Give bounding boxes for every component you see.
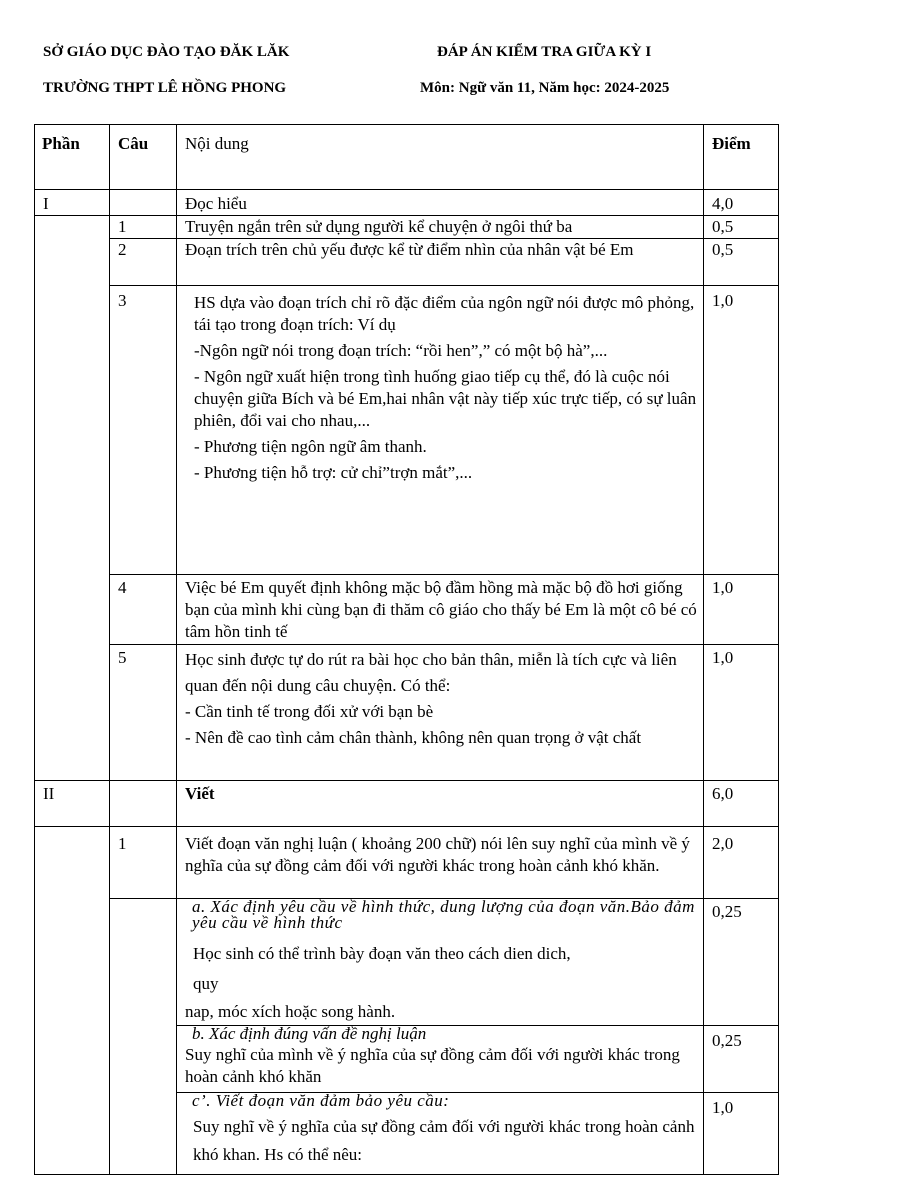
answer-paragraph: Học sinh được tự do rút ra bài học cho bản thân, miễn là tích cực và liên quan đến nội dung câu chuyện. Có thể: bbox=[185, 650, 677, 695]
answer-block bbox=[177, 899, 704, 1026]
table-row bbox=[35, 239, 779, 286]
criterion-heading: b. Xác định đúng vấn đề nghị luận bbox=[192, 1025, 427, 1043]
col-header-noidung: Nội dung bbox=[177, 125, 704, 190]
score: 0,5 bbox=[704, 216, 779, 239]
part-title: Đọc hiểu bbox=[177, 190, 704, 216]
question-number: 5 bbox=[110, 645, 177, 781]
question-number: 4 bbox=[110, 575, 177, 645]
answer-text: Truyện ngắn trên sử dụng người kể chuyện ở ngôi thứ ba bbox=[177, 216, 704, 239]
score: 1,0 bbox=[704, 286, 779, 575]
table-row bbox=[35, 286, 779, 575]
score: 2,0 bbox=[704, 827, 779, 899]
answer-paragraph: - Nên đề cao tình cảm chân thành, không nên quan trọng ở vật chất bbox=[185, 728, 642, 747]
col-header-diem: Điểm bbox=[704, 125, 779, 190]
answer-text: Đoạn trích trên chủ yếu được kể từ điểm nhìn của nhân vật bé Em bbox=[177, 239, 704, 286]
subject-line: Môn: Ngữ văn 11, Năm học: 2024-2025 bbox=[420, 80, 670, 96]
department-name: SỞ GIÁO DỤC ĐÀO TẠO ĐĂK LĂK bbox=[43, 44, 290, 60]
criterion-heading: c’. Viết đoạn văn đảm bảo yêu cầu: bbox=[192, 1092, 450, 1110]
answer-line: Học sinh có thể trình bày đoạn văn theo cách dien dich, bbox=[193, 944, 571, 963]
table-row bbox=[35, 827, 779, 899]
part-title: Viết bbox=[177, 781, 704, 827]
table-row bbox=[35, 216, 779, 239]
score: 0,25 bbox=[704, 899, 779, 1026]
answer-block bbox=[177, 645, 704, 781]
score: 0,25 bbox=[704, 1026, 779, 1093]
question-number: 1 bbox=[110, 827, 177, 899]
answer-text: Suy nghĩ của mình về ý nghĩa của sự đồng cảm đối với người khác trong hoàn cảnh khó khăn bbox=[185, 1045, 680, 1086]
col-header-phan: Phần bbox=[35, 125, 110, 190]
school-name: TRƯỜNG THPT LÊ HỒNG PHONG bbox=[43, 80, 287, 96]
table-row bbox=[35, 899, 779, 1026]
answer-paragraph: -Ngôn ngữ nói trong đoạn trích: “rồi hen”,” có một bộ hà”,... bbox=[194, 341, 608, 360]
answer-text: Suy nghĩ về ý nghĩa của sự đồng cảm đối với người khác trong hoàn cảnh khó khan. Hs có thể nêu: bbox=[193, 1117, 695, 1164]
answer-paragraph: - Phương tiện ngôn ngữ âm thanh. bbox=[194, 437, 427, 456]
answer-block bbox=[177, 286, 704, 575]
empty-cell bbox=[110, 899, 177, 1175]
answer-paragraph: - Ngôn ngữ xuất hiện trong tình huống giao tiếp cụ thể, đó là cuộc nói chuyện giữa Bích và bé Em,hai nhân vật này tiếp xúc trực tiếp, có sự luân phiên, đổi vai cho nhau,... bbox=[194, 367, 697, 430]
part-score: 6,0 bbox=[704, 781, 779, 827]
answer-text: Việc bé Em quyết định không mặc bộ đầm hồng mà mặc bộ đồ hơi giống bạn của mình khi cùng bạn đi thăm cô giáo cho thấy bé Em là một cô bé có tâm hồn tinh tế bbox=[177, 575, 704, 645]
question-number: 1 bbox=[110, 216, 177, 239]
answer-line: quy bbox=[193, 974, 219, 993]
document-title: ĐÁP ÁN KIỂM TRA GIỮA KỲ I bbox=[437, 44, 652, 60]
score: 0,5 bbox=[704, 239, 779, 286]
question-number: 3 bbox=[110, 286, 177, 575]
score: 1,0 bbox=[704, 1093, 779, 1175]
score: 1,0 bbox=[704, 645, 779, 781]
table-header-row bbox=[35, 125, 779, 190]
answer-block bbox=[177, 1093, 704, 1175]
empty-cell bbox=[35, 827, 110, 1175]
answer-paragraph: HS dựa vào đoạn trích chỉ rõ đặc điểm của ngôn ngữ nói được mô phỏng, tái tạo trong đoạn trích: Ví dụ bbox=[194, 293, 695, 334]
score: 1,0 bbox=[704, 575, 779, 645]
table-row bbox=[35, 645, 779, 781]
answer-text: Viết đoạn văn nghị luận ( khoảng 200 chữ) nói lên suy nghĩ của mình về ý nghĩa của sự đồng cảm đối với người khác trong hoàn cảnh khó khăn. bbox=[177, 827, 704, 899]
answer-paragraph: - Phương tiện hỗ trợ: cử chỉ”trợn mắt”,... bbox=[194, 463, 473, 482]
empty-cell bbox=[110, 190, 177, 216]
col-header-cau: Câu bbox=[110, 125, 177, 190]
table-row bbox=[35, 575, 779, 645]
table-row bbox=[35, 190, 779, 216]
empty-cell bbox=[110, 781, 177, 827]
empty-cell bbox=[35, 216, 110, 781]
criterion-heading: a. Xác định yêu cầu về hình thức, dung lượng của đoạn văn.Bảo đảm yêu cầu về hình thức bbox=[192, 898, 695, 932]
question-number: 2 bbox=[110, 239, 177, 286]
table-row bbox=[35, 781, 779, 827]
answer-block bbox=[177, 1026, 704, 1093]
part-score: 4,0 bbox=[704, 190, 779, 216]
answer-table bbox=[34, 124, 779, 1175]
answer-paragraph: - Cần tinh tế trong đối xử với bạn bè bbox=[185, 702, 434, 721]
answer-line: nap, móc xích hoặc song hành. bbox=[185, 1002, 396, 1021]
part-label: II bbox=[35, 781, 110, 827]
part-label: I bbox=[35, 190, 110, 216]
